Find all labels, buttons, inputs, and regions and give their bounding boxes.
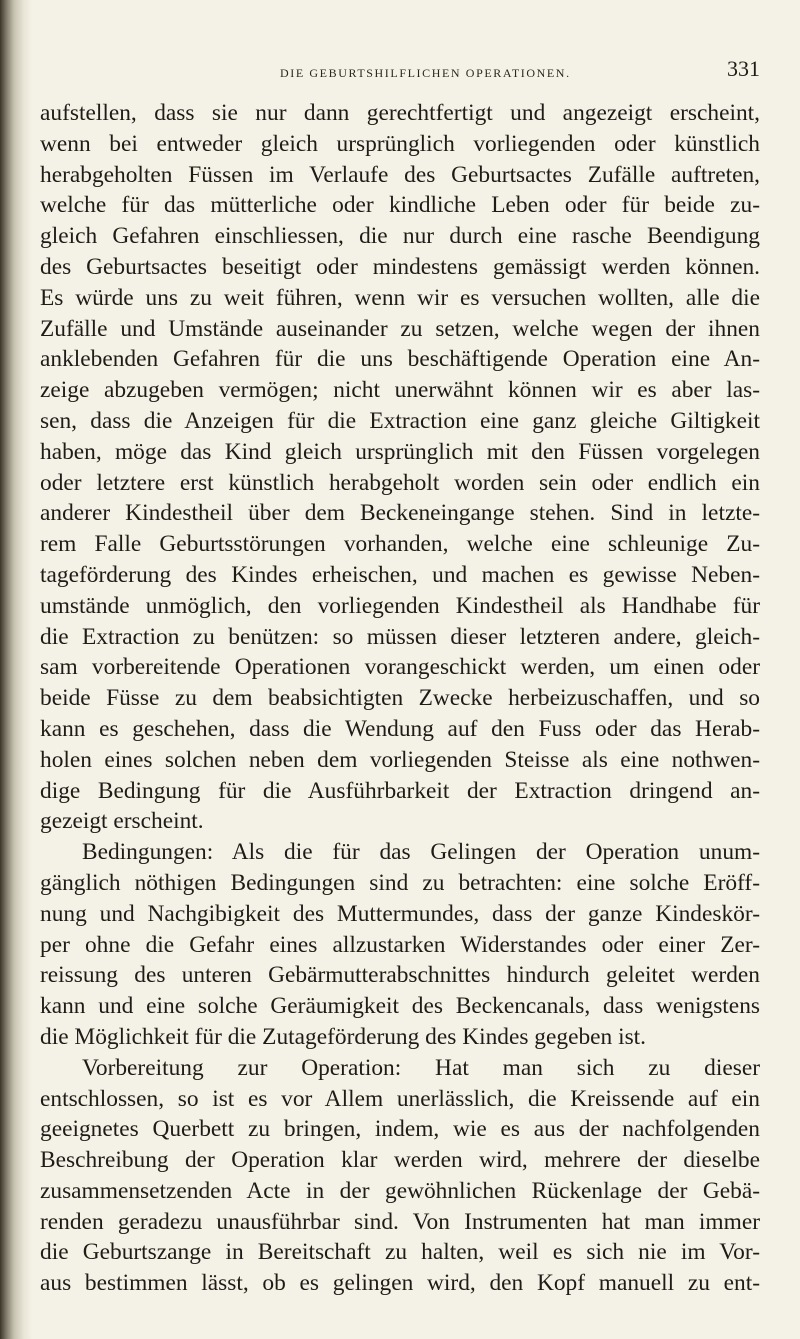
page-number: 331 xyxy=(727,56,760,81)
text-line: welche für das mütterliche oder kindliche Leben oder für beide zu- xyxy=(40,192,760,219)
text-line: aus bestimmen lässt, ob es gelingen wird, den Kopf manuell zu ent- xyxy=(40,1270,760,1297)
text-line: per ohne die Gefahr eines allzustarken Widerstandes oder einer Zer- xyxy=(40,931,760,958)
text-line: zusammensetzenden Acte in der gewöhnlichen Rückenlage der Gebä- xyxy=(40,1177,760,1204)
text-line: die Geburtszange in Bereitschaft zu halten, weil es sich nie im Vor- xyxy=(40,1239,760,1266)
text-line: herabgeholten Füssen im Verlaufe des Geburtsactes Zufälle auftreten, xyxy=(40,161,760,188)
text-line: haben, möge das Kind gleich ursprünglich mit den Füssen vorgelegen xyxy=(40,438,760,465)
text-line: anderer Kindestheil über dem Beckeneingange stehen. Sind in letzte- xyxy=(40,500,760,527)
text-line: Zufälle und Umstände auseinander zu setzen, welche wegen der ihnen xyxy=(40,315,760,342)
text-line: geeignetes Querbett zu bringen, indem, wie es aus der nachfolgenden xyxy=(40,1116,760,1143)
text-line: renden geradezu unausführbar sind. Von Instrumenten hat man immer xyxy=(40,1208,760,1235)
text-line: umstände unmöglich, den vorliegenden Kindestheil als Handhabe für xyxy=(40,592,760,619)
text-line: Beschreibung der Operation klar werden wird, mehrere der dieselbe xyxy=(40,1147,760,1174)
text-line: sam vorbereitende Operationen vorangeschickt werden, um einen oder xyxy=(40,654,760,681)
text-line: sen, dass die Anzeigen für die Extraction eine ganz gleiche Giltigkeit xyxy=(40,407,760,434)
text-line: wenn bei entweder gleich ursprünglich vorliegenden oder künstlich xyxy=(40,130,760,157)
text-line: aufstellen, dass sie nur dann gerechtfertigt und angezeigt erscheint, xyxy=(40,100,760,126)
text-line: tageförderung des Kindes erheischen, und machen es gewisse Neben- xyxy=(40,561,760,588)
text-line: gänglich nöthigen Bedingungen sind zu betrachten: eine solche Eröff- xyxy=(40,869,760,896)
book-page xyxy=(40,0,792,1339)
book-binding-shadow xyxy=(0,0,32,1339)
text-line: reissung des unteren Gebärmutterabschnittes hindurch geleitet werden xyxy=(40,962,760,989)
text-line: holen eines solchen neben dem vorliegenden Steisse als eine nothwen- xyxy=(40,746,760,773)
text-line: kann und eine solche Geräumigkeit des Beckencanals, dass wenigstens xyxy=(40,993,760,1020)
text-line: dige Bedingung für die Ausführbarkeit der Extraction dringend an- xyxy=(40,777,760,804)
text-line: die Möglichkeit für die Zutageförderung des Kindes gegeben ist. xyxy=(40,1023,647,1050)
text-line: die Extraction zu benützen: so müssen dieser letzteren andere, gleich- xyxy=(40,623,760,650)
text-line: zeige abzugeben vermögen; nicht unerwähnt können wir es aber las- xyxy=(40,377,760,404)
body-text xyxy=(40,98,760,1299)
running-title: DIE GEBURTSHILFLICHEN OPERATIONEN. xyxy=(280,66,571,80)
text-line: beide Füsse zu dem beabsichtigten Zwecke herbeizuschaffen, und so xyxy=(40,685,760,712)
text-line: Vorbereitung zur Operation: Hat man sich zu dieser xyxy=(82,1054,760,1081)
text-line: gezeigt erscheint. xyxy=(40,808,204,835)
text-line: anklebenden Gefahren für die uns beschäftigende Operation eine An- xyxy=(40,346,760,373)
text-line: oder letztere erst künstlich herabgeholt worden sein oder endlich ein xyxy=(40,469,760,496)
text-line: des Geburtsactes beseitigt oder mindestens gemässigt werden können. xyxy=(40,253,760,280)
page-header xyxy=(40,56,760,86)
text-line: Es würde uns zu weit führen, wenn wir es versuchen wollten, alle die xyxy=(40,284,760,311)
text-line: rem Falle Geburtsstörungen vorhanden, welche eine schleunige Zu- xyxy=(40,531,760,558)
text-line: Bedingungen: Als die für das Gelingen der Operation unum- xyxy=(82,839,760,866)
text-line: nung und Nachgibigkeit des Muttermundes, dass der ganze Kindeskör- xyxy=(40,900,760,927)
text-line: kann es geschehen, dass die Wendung auf den Fuss oder das Herab- xyxy=(40,715,760,742)
text-line: gleich Gefahren einschliessen, die nur durch eine rasche Beendigung xyxy=(40,223,760,250)
text-line: entschlossen, so ist es vor Allem unerlässlich, die Kreissende auf ein xyxy=(40,1085,760,1112)
